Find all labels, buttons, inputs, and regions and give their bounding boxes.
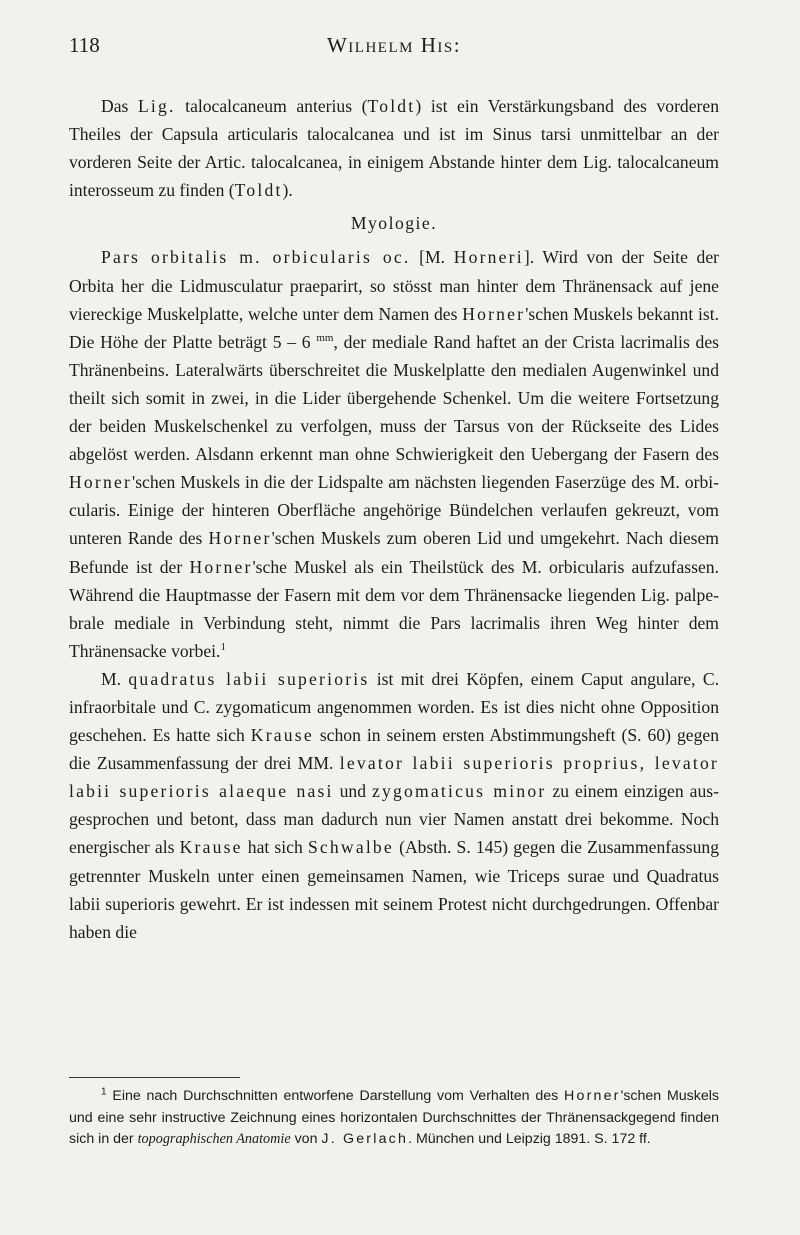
unit-superscript: mm [316, 331, 334, 344]
paragraph-lig-talocalcaneum [69, 92, 719, 204]
spaced-term: quadratus labii superioris [128, 668, 370, 689]
text-run: ]. Wird von der Seite der Orbita her die Lidmusculatur praeparirt, so stösst man hinter dem Thränensack auf jene viereckige Muskelplatte, welche unter dem Namen des [69, 247, 719, 324]
spaced-term: Lig. [137, 96, 176, 116]
text-run: ist mit drei Köpfen, einem Caput angulare, C. infraorbitale und C. zygomaticum angenommen worden. Es ist dies nicht ohne Opposition geschehen. Es hatte sich [69, 668, 719, 746]
running-head: Wilhelm His: [326, 33, 462, 57]
text-run: 'schen Muskels zum oberen Lid und umgekehrt. Nach diesem Befunde ist der [69, 528, 719, 577]
author-name: Toldt [234, 180, 283, 201]
page-header [69, 33, 719, 69]
text-run: , der mediale Rand haftet an der Crista lacrimalis des Thränenbeins. Lateralwärts überschreitet die Muskelplatte den medialen Augenwinkel und theilt sich somit in zwei, in die Lider übergehende Schenkel. Um die weitere Fortsetzung der beiden Muskelschenkel zu verfolgen, muss der Tarsus von der Rückseite des Lides abgelöst werden. Alsdann erkennt man ohne Schwierigkeit den Uebergang der Fasern des [69, 331, 719, 465]
text-run: [M. [410, 247, 454, 268]
page-number: 118 [69, 33, 100, 57]
author-name: Horner [189, 556, 253, 577]
author-name: Horner [564, 1088, 621, 1104]
author-name: Horner [208, 528, 272, 549]
author-name: J. Gerlach [321, 1131, 409, 1147]
book-title: topographischen Anatomie [137, 1131, 291, 1147]
body-text [69, 92, 719, 946]
author-name: Krause [179, 837, 243, 858]
text-run: talocalcaneum anterius ( [175, 96, 368, 116]
text-run: schon in seinem ersten Abstimmungsheft (S. 60) gegen die Zusammenfassung der drei MM. [69, 725, 719, 774]
author-name: Horner [462, 303, 526, 324]
text-run: von [290, 1131, 322, 1147]
text-run: zu einem einzigen ausgesprochen und betont, dass man dadurch nun vier Namen anstatt drei bekomme. Noch energischer als [69, 781, 719, 858]
author-name: Schwalbe [307, 837, 394, 858]
text-run: 'schen Muskels und eine sehr instructive Zeichnung eines horizontalen Durchschnittes der Thränensackgegend finden sich in der [69, 1088, 719, 1147]
text-run: 'schen Muskels bekannt ist. Die Höhe der Platte beträgt 5 – 6 [69, 303, 719, 352]
paragraph-pars-orbitalis [69, 243, 719, 664]
footnote [69, 1086, 719, 1151]
text-run: (Absth. S. 145) gegen die Zusammenfassung getrennter Muskeln unter einen gemeinsamen Namen, wie Triceps surae und Quadratus labii superioris gewehrt. Er ist indessen mit seinem Protest nicht durchgedrungen. Offenbar haben die [69, 837, 719, 942]
spaced-term: zygomaticus minor [372, 781, 547, 802]
text-run: . München und Leipzig 1891. S. 172 ff. [408, 1131, 651, 1147]
author-name: Toldt [367, 96, 416, 116]
text-run: hat sich [242, 837, 308, 858]
text-run: ) ist ein Verstärkungsband des vorderen Theiles der Capsula articularis talocalcanea und ist im Sinus tarsi unmittelbar an der vorderen Seite der Artic. talocalcanea, in einigem Abstande hinter dem Lig. talocalcaneum interosseum zu finden ( [69, 96, 720, 201]
footnote-divider [69, 1077, 240, 1078]
text-run: Das [101, 96, 138, 116]
author-name: Horneri [453, 247, 524, 268]
paragraph-quadratus-labii [69, 665, 719, 946]
spaced-term: Pars orbitalis m. orbicularis oc. [101, 247, 411, 268]
text-run: 'schen Muskels in die der Lidspalte am nächsten liegenden Faserzüge des M. orbicularis. Einige der hinteren Oberfläche angehörige Bündelchen verlaufen gekreuzt, vom unteren Rande des [69, 472, 719, 549]
footnote-marker: 1 [101, 1086, 107, 1098]
footnote-reference: 1 [220, 640, 226, 653]
author-name: Krause [250, 725, 314, 746]
text-run: 'sche Muskel als ein Theilstück des M. orbicularis aufzufassen. Während die Hauptmasse der Fasern mit dem vor dem Thränensacke liegenden Lig. palpebrale mediale in Verbindung steht, nimmt die Pars lacrimalis ihren Weg hinter dem Thränensacke vorbei. [69, 556, 719, 661]
text-run: und [333, 781, 373, 802]
text-run: Eine nach Durchschnitten entworfene Darstellung vom Verhalten des [106, 1088, 565, 1104]
text-run: M. [101, 668, 129, 689]
author-name: Horner [69, 472, 133, 493]
section-title: Myologie. [350, 213, 438, 234]
spaced-term: levator labii superioris proprius, levator labii superioris alaeque nasi [69, 753, 719, 802]
text-run: ). [282, 180, 293, 201]
